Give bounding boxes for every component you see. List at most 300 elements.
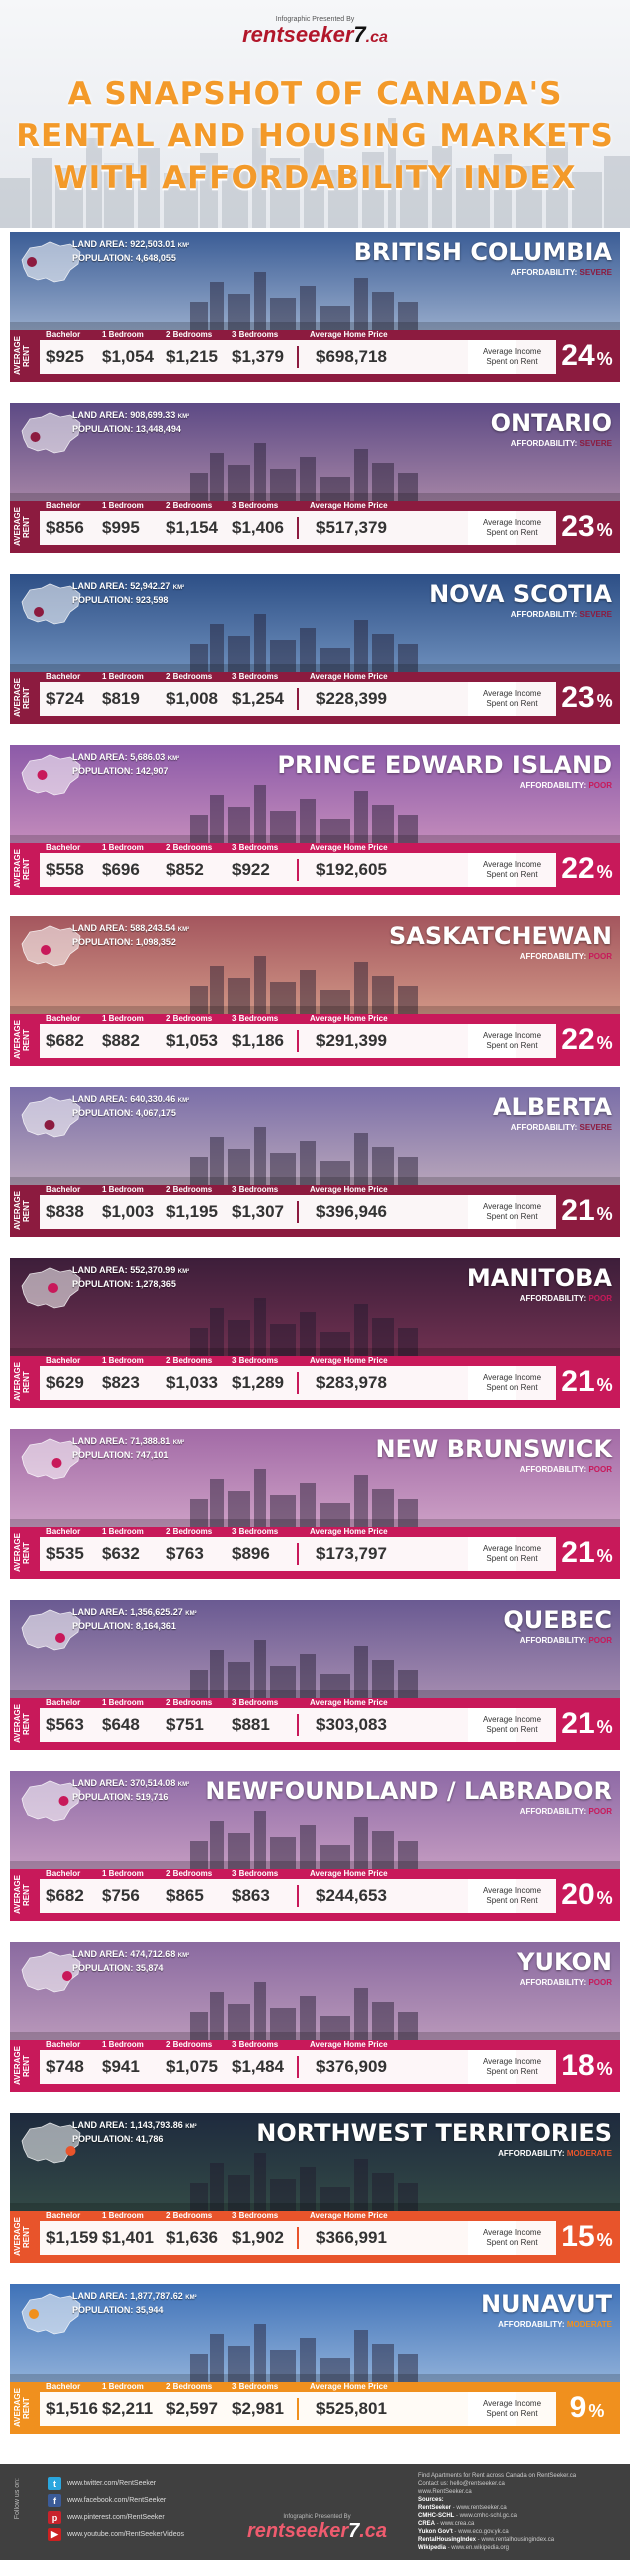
- three-bedroom-price: $1,484: [232, 2057, 284, 2076]
- income-spent-label: Average Income Spent on Rent: [468, 511, 556, 545]
- two-bedroom-price: $1,215: [166, 347, 218, 366]
- bachelor-header: Bachelor: [46, 672, 81, 681]
- home-price-header: Average Home Price: [310, 2211, 388, 2220]
- footer-presented-by-text: Infographic Presented By: [283, 2514, 351, 2520]
- three-bedroom-header: 3 Bedrooms: [232, 2040, 279, 2049]
- home-price-header: Average Home Price: [310, 1014, 388, 1023]
- home-price-header: Average Home Price: [310, 1869, 388, 1878]
- home-price-value: $525,801: [316, 2399, 387, 2418]
- province-stats: [72, 751, 179, 777]
- income-spent-label: Average Income Spent on Rent: [468, 2221, 556, 2255]
- land-area-line: LAND AREA: 1,143,793.86 KM²: [72, 2120, 197, 2130]
- source-item[interactable]: RentSeeker - www.rentseeker.ca: [418, 2505, 507, 2511]
- income-percent: 24 %: [561, 339, 613, 372]
- average-rent-label: AVERAGE RENT: [13, 1362, 31, 1402]
- income-spent-label: Average Income Spent on Rent: [468, 1195, 556, 1229]
- home-price-value: $303,083: [316, 1715, 387, 1734]
- three-bedroom-price: $1,186: [232, 1031, 284, 1050]
- twitter-icon: t: [48, 2477, 61, 2490]
- province-panel: [10, 574, 620, 724]
- three-bedroom-price: $1,902: [232, 2228, 284, 2247]
- bachelor-header: Bachelor: [46, 330, 81, 339]
- price-values: [40, 1537, 516, 1571]
- income-percent: 9 %: [569, 2391, 605, 2424]
- three-bedroom-price: $863: [232, 1886, 270, 1905]
- population-value: 4,067,175: [135, 1108, 176, 1118]
- bachelor-price: $535: [46, 1544, 84, 1563]
- home-price-value: $291,399: [316, 1031, 387, 1050]
- average-rent-label: AVERAGE RENT: [13, 336, 31, 376]
- three-bedroom-header: 3 Bedrooms: [232, 330, 279, 339]
- price-values: [40, 682, 516, 716]
- income-percent: 18 %: [561, 2049, 613, 2082]
- province-stats: [72, 1606, 197, 1632]
- province-panel: [10, 916, 620, 1066]
- bachelor-header: Bachelor: [46, 2211, 81, 2220]
- divider: [297, 859, 299, 881]
- three-bedroom-price: $2,981: [232, 2399, 284, 2418]
- population-value: 13,448,494: [135, 424, 181, 434]
- average-rent-bar: [10, 501, 620, 553]
- divider: [297, 2227, 299, 2249]
- one-bedroom-price: $823: [102, 1373, 140, 1392]
- population-value: 41,786: [135, 2134, 164, 2144]
- population-value: 519,716: [135, 1792, 169, 1802]
- affordability-line: AFFORDABILITY: SEVERE: [510, 610, 612, 619]
- bachelor-header: Bachelor: [46, 1869, 81, 1878]
- province-panel: [10, 1942, 620, 2092]
- price-headers: [40, 1185, 516, 1195]
- source-item[interactable]: Wikipedia - www.en.wikipedia.org: [418, 2545, 509, 2551]
- bachelor-header: Bachelor: [46, 2040, 81, 2049]
- source-item[interactable]: Yukon Gov't - www.eco.gov.yk.ca: [418, 2529, 509, 2535]
- land-area-line: LAND AREA: 908,699.33 KM²: [72, 410, 190, 420]
- bachelor-price: $1,159: [46, 2228, 98, 2247]
- province-panel: [10, 1429, 620, 1579]
- affordability-level: MODERATE: [566, 2149, 612, 2158]
- affordability-line: AFFORDABILITY: POOR: [519, 952, 612, 961]
- province-stats: [72, 1777, 189, 1803]
- price-headers: [40, 2040, 516, 2050]
- average-rent-bar: [10, 330, 620, 382]
- bachelor-header: Bachelor: [46, 1698, 81, 1707]
- income-percent: 21 %: [561, 1707, 613, 1740]
- income-percent: 20 %: [561, 1878, 613, 1911]
- land-area-value: 71,388.81: [130, 1436, 171, 1446]
- price-values: [40, 853, 516, 887]
- land-area-line: LAND AREA: 52,942.27 KM²: [72, 581, 185, 591]
- divider: [297, 1030, 299, 1052]
- divider: [297, 2398, 299, 2420]
- population-value: 1,278,365: [135, 1279, 176, 1289]
- average-rent-bar: [10, 2382, 620, 2434]
- province-panel: [10, 1258, 620, 1408]
- income-percent-value: 21: [561, 1707, 595, 1740]
- two-bedroom-price: $1,636: [166, 2228, 218, 2247]
- income-percent-value: 18: [561, 2049, 595, 2082]
- home-price-value: $283,978: [316, 1373, 387, 1392]
- two-bedroom-price: $1,008: [166, 689, 218, 708]
- three-bedroom-header: 3 Bedrooms: [232, 1869, 279, 1878]
- source-item[interactable]: CMHC-SCHL - www.cmhc-schl.gc.ca: [418, 2513, 518, 2519]
- average-rent-bar: [10, 843, 620, 895]
- average-rent-bar: [10, 1527, 620, 1579]
- home-price-header: Average Home Price: [310, 1356, 388, 1365]
- bachelor-price: $724: [46, 689, 84, 708]
- affordability-line: AFFORDABILITY: POOR: [519, 1807, 612, 1816]
- income-spent-label: Average Income Spent on Rent: [468, 1708, 556, 1742]
- three-bedroom-header: 3 Bedrooms: [232, 2211, 279, 2220]
- province-stats: [72, 409, 189, 435]
- facebook-icon: f: [48, 2494, 61, 2507]
- home-price-value: $396,946: [316, 1202, 387, 1221]
- bachelor-price: $682: [46, 1031, 84, 1050]
- average-rent-label: AVERAGE RENT: [13, 1020, 31, 1060]
- bachelor-price: $1,516: [46, 2399, 98, 2418]
- footer-info: [418, 2472, 624, 2552]
- affordability-line: AFFORDABILITY: POOR: [519, 1978, 612, 1987]
- price-values: [40, 2221, 516, 2255]
- population-line: POPULATION: 35,874: [72, 1963, 164, 1973]
- footer-contact-text[interactable]: Contact us: hello@rentseeker.ca: [418, 2481, 505, 2487]
- sources-title: Sources:: [418, 2497, 444, 2503]
- land-area-line: LAND AREA: 1,356,625.27 KM²: [72, 1607, 197, 1617]
- one-bedroom-header: 1 Bedroom: [102, 2040, 144, 2049]
- province-name: SASKATCHEWAN: [389, 922, 612, 950]
- one-bedroom-header: 1 Bedroom: [102, 843, 144, 852]
- price-values: [40, 2050, 516, 2084]
- population-value: 142,907: [135, 766, 169, 776]
- average-rent-label: AVERAGE RENT: [13, 2046, 31, 2086]
- header: [0, 0, 630, 228]
- price-values: [40, 1879, 516, 1913]
- land-area-value: 474,712.68: [130, 1949, 176, 1959]
- land-area-line: LAND AREA: 640,330.46 KM²: [72, 1094, 190, 1104]
- province-stats: [72, 1264, 189, 1290]
- home-price-value: $244,653: [316, 1886, 387, 1905]
- province-stats: [72, 1093, 189, 1119]
- three-bedroom-price: $1,254: [232, 689, 284, 708]
- one-bedroom-header: 1 Bedroom: [102, 1014, 144, 1023]
- bachelor-header: Bachelor: [46, 1014, 81, 1023]
- affordability-line: AFFORDABILITY: SEVERE: [510, 1123, 612, 1132]
- province-stats: [72, 1435, 184, 1461]
- one-bedroom-header: 1 Bedroom: [102, 2211, 144, 2220]
- population-line: POPULATION: 35,944: [72, 2305, 164, 2315]
- province-name: PRINCE EDWARD ISLAND: [277, 751, 612, 779]
- income-percent-value: 23: [561, 681, 595, 714]
- province-panel: [10, 232, 620, 382]
- two-bedroom-price: $763: [166, 1544, 204, 1563]
- social-link-twitter[interactable]: [48, 2476, 184, 2491]
- three-bedroom-price: $1,289: [232, 1373, 284, 1392]
- one-bedroom-header: 1 Bedroom: [102, 330, 144, 339]
- land-area-value: 5,686.03: [130, 752, 166, 762]
- divider: [297, 1201, 299, 1223]
- income-percent-value: 21: [561, 1365, 595, 1398]
- income-percent: 23 %: [561, 510, 613, 543]
- one-bedroom-header: 1 Bedroom: [102, 501, 144, 510]
- province-name: ONTARIO: [490, 409, 612, 437]
- province-stats: [72, 580, 184, 606]
- social-link-facebook[interactable]: [48, 2493, 184, 2508]
- three-bedroom-price: $1,307: [232, 1202, 284, 1221]
- bachelor-price: $925: [46, 347, 84, 366]
- average-rent-bar: [10, 1698, 620, 1750]
- page-title-line-3: WITH AFFORDABILITY INDEX: [53, 160, 577, 196]
- footer-logo-main-text: rentseeker: [246, 2520, 349, 2542]
- province-name: BRITISH COLUMBIA: [353, 238, 612, 266]
- average-rent-label: AVERAGE RENT: [13, 849, 31, 889]
- two-bedroom-price: $1,195: [166, 1202, 218, 1221]
- population-line: POPULATION: 41,786: [72, 2134, 164, 2144]
- province-name: NEWFOUNDLAND / LABRADOR: [205, 1777, 612, 1805]
- divider: [297, 517, 299, 539]
- average-rent-label: AVERAGE RENT: [13, 2388, 31, 2428]
- income-percent-value: 22: [561, 852, 595, 885]
- affordability-line: AFFORDABILITY: POOR: [519, 1294, 612, 1303]
- affordability-line: AFFORDABILITY: POOR: [519, 1465, 612, 1474]
- footer: [0, 2464, 630, 2560]
- footer-rentseeker-logo[interactable]: [232, 2520, 402, 2543]
- income-spent-label: Average Income Spent on Rent: [468, 1537, 556, 1571]
- price-headers: [40, 1527, 516, 1537]
- bachelor-header: Bachelor: [46, 1527, 81, 1536]
- bachelor-header: Bachelor: [46, 501, 81, 510]
- income-spent-label: Average Income Spent on Rent: [468, 340, 556, 374]
- land-area-line: LAND AREA: 588,243.54 KM²: [72, 923, 190, 933]
- price-headers: [40, 330, 516, 340]
- affordability-line: AFFORDABILITY: POOR: [519, 1636, 612, 1645]
- two-bedroom-price: $2,597: [166, 2399, 218, 2418]
- price-headers: [40, 843, 516, 853]
- average-rent-bar: [10, 1356, 620, 1408]
- one-bedroom-price: $648: [102, 1715, 140, 1734]
- logo-main-text: rentseeker: [242, 22, 354, 47]
- income-percent-value: 22: [561, 1023, 595, 1056]
- two-bedroom-header: 2 Bedrooms: [166, 330, 213, 339]
- divider: [297, 1714, 299, 1736]
- social-link-text: www.youtube.com/RentSeekerVideos: [67, 2531, 184, 2538]
- province-name: YUKON: [517, 1948, 612, 1976]
- two-bedroom-header: 2 Bedrooms: [166, 2040, 213, 2049]
- income-spent-label: Average Income Spent on Rent: [468, 1024, 556, 1058]
- province-name: NORTHWEST TERRITORIES: [256, 2119, 612, 2147]
- average-rent-bar: [10, 1185, 620, 1237]
- income-spent-label: Average Income Spent on Rent: [468, 2392, 556, 2426]
- source-item[interactable]: RentalHousingIndex - www.rentalhousingindex.ca: [418, 2537, 555, 2543]
- average-rent-bar: [10, 672, 620, 724]
- affordability-line: AFFORDABILITY: SEVERE: [510, 439, 612, 448]
- land-area-line: LAND AREA: 922,503.01 KM²: [72, 239, 190, 249]
- price-headers: [40, 1356, 516, 1366]
- three-bedroom-header: 3 Bedrooms: [232, 501, 279, 510]
- population-line: POPULATION: 747,101: [72, 1450, 169, 1460]
- home-price-header: Average Home Price: [310, 672, 388, 681]
- price-values: [40, 511, 516, 545]
- population-value: 1,098,352: [135, 937, 176, 947]
- price-values: [40, 340, 516, 374]
- province-name: MANITOBA: [466, 1264, 612, 1292]
- two-bedroom-price: $751: [166, 1715, 204, 1734]
- population-line: POPULATION: 8,164,361: [72, 1621, 176, 1631]
- income-spent-label: Average Income Spent on Rent: [468, 1879, 556, 1913]
- three-bedroom-price: $1,406: [232, 518, 284, 537]
- affordability-level: SEVERE: [579, 610, 612, 619]
- three-bedroom-header: 3 Bedrooms: [232, 2382, 279, 2391]
- affordability-line: AFFORDABILITY: POOR: [519, 781, 612, 790]
- average-rent-label: AVERAGE RENT: [13, 507, 31, 547]
- land-area-line: LAND AREA: 5,686.03 KM²: [72, 752, 180, 762]
- population-value: 747,101: [135, 1450, 169, 1460]
- two-bedroom-header: 2 Bedrooms: [166, 1356, 213, 1365]
- three-bedroom-header: 3 Bedrooms: [232, 843, 279, 852]
- price-headers: [40, 1869, 516, 1879]
- average-rent-label: AVERAGE RENT: [13, 2217, 31, 2257]
- population-line: POPULATION: 142,907: [72, 766, 169, 776]
- bachelor-price: $563: [46, 1715, 84, 1734]
- two-bedroom-header: 2 Bedrooms: [166, 843, 213, 852]
- land-area-value: 1,356,625.27: [130, 1607, 183, 1617]
- three-bedroom-price: $922: [232, 860, 270, 879]
- one-bedroom-price: $941: [102, 2057, 140, 2076]
- home-price-header: Average Home Price: [310, 501, 388, 510]
- province-panel: [10, 2113, 620, 2263]
- land-area-value: 370,514.08: [130, 1778, 176, 1788]
- affordability-line: AFFORDABILITY: MODERATE: [498, 2149, 612, 2158]
- social-link-pinterest[interactable]: [48, 2510, 184, 2525]
- province-panel: [10, 1600, 620, 1750]
- income-spent-label: Average Income Spent on Rent: [468, 682, 556, 716]
- home-price-value: $192,605: [316, 860, 387, 879]
- three-bedroom-header: 3 Bedrooms: [232, 672, 279, 681]
- divider: [297, 2056, 299, 2078]
- average-rent-bar: [10, 2040, 620, 2092]
- income-percent: 23 %: [561, 681, 613, 714]
- two-bedroom-header: 2 Bedrooms: [166, 501, 213, 510]
- province-panel: [10, 403, 620, 553]
- land-area-line: LAND AREA: 552,370.99 KM²: [72, 1265, 190, 1275]
- one-bedroom-price: $2,211: [102, 2399, 154, 2418]
- home-price-header: Average Home Price: [310, 2382, 388, 2391]
- two-bedroom-header: 2 Bedrooms: [166, 1527, 213, 1536]
- one-bedroom-header: 1 Bedroom: [102, 1185, 144, 1194]
- income-spent-label: Average Income Spent on Rent: [468, 2050, 556, 2084]
- province-name: QUEBEC: [503, 1606, 612, 1634]
- province-panel: [10, 2284, 620, 2434]
- footer-site-link[interactable]: www.RentSeeker.ca: [418, 2489, 472, 2495]
- home-price-value: $517,379: [316, 518, 387, 537]
- population-line: POPULATION: 13,448,494: [72, 424, 181, 434]
- affordability-level: POOR: [588, 1636, 612, 1645]
- income-percent: 22 %: [561, 852, 613, 885]
- average-rent-label: AVERAGE RENT: [13, 1533, 31, 1573]
- population-line: POPULATION: 1,278,365: [72, 1279, 176, 1289]
- home-price-value: $698,718: [316, 347, 387, 366]
- land-area-line: LAND AREA: 1,877,787.62 KM²: [72, 2291, 197, 2301]
- one-bedroom-price: $1,401: [102, 2228, 154, 2247]
- footer-logo-seven-text: 7: [348, 2520, 360, 2542]
- footer-intro-text: Find Apartments for Rent across Canada on RentSeeker.ca: [418, 2473, 577, 2479]
- divider: [297, 1372, 299, 1394]
- average-rent-bar: [10, 1014, 620, 1066]
- income-percent: 21 %: [561, 1194, 613, 1227]
- bachelor-header: Bachelor: [46, 2382, 81, 2391]
- land-area-line: LAND AREA: 370,514.08 KM²: [72, 1778, 190, 1788]
- income-percent-value: 21: [561, 1536, 595, 1569]
- income-percent: 21 %: [561, 1536, 613, 1569]
- rentseeker-logo[interactable]: [0, 22, 630, 48]
- three-bedroom-header: 3 Bedrooms: [232, 1698, 279, 1707]
- bachelor-price: $856: [46, 518, 84, 537]
- land-area-value: 1,877,787.62: [130, 2291, 183, 2301]
- home-price-value: $173,797: [316, 1544, 387, 1563]
- pinterest-icon: p: [48, 2511, 61, 2524]
- price-headers: [40, 2382, 516, 2392]
- affordability-level: MODERATE: [566, 2320, 612, 2329]
- land-area-value: 922,503.01: [130, 239, 176, 249]
- two-bedroom-price: $1,154: [166, 518, 218, 537]
- price-values: [40, 2392, 516, 2426]
- population-line: POPULATION: 923,598: [72, 595, 169, 605]
- one-bedroom-header: 1 Bedroom: [102, 1527, 144, 1536]
- social-link-youtube[interactable]: [48, 2527, 184, 2542]
- affordability-level: POOR: [588, 1978, 612, 1987]
- one-bedroom-header: 1 Bedroom: [102, 1356, 144, 1365]
- income-percent-value: 15: [561, 2220, 595, 2253]
- average-rent-label: AVERAGE RENT: [13, 1191, 31, 1231]
- bachelor-price: $629: [46, 1373, 84, 1392]
- income-percent-value: 23: [561, 510, 595, 543]
- bachelor-header: Bachelor: [46, 1356, 81, 1365]
- affordability-level: POOR: [588, 1465, 612, 1474]
- price-headers: [40, 2211, 516, 2221]
- population-line: POPULATION: 1,098,352: [72, 937, 176, 947]
- average-rent-label: AVERAGE RENT: [13, 1875, 31, 1915]
- affordability-level: SEVERE: [579, 439, 612, 448]
- affordability-level: POOR: [588, 781, 612, 790]
- divider: [297, 1885, 299, 1907]
- home-price-value: $376,909: [316, 2057, 387, 2076]
- province-name: ALBERTA: [492, 1093, 612, 1121]
- home-price-header: Average Home Price: [310, 1698, 388, 1707]
- province-name: NUNAVUT: [480, 2290, 612, 2318]
- province-stats: [72, 922, 189, 948]
- home-price-value: $228,399: [316, 689, 387, 708]
- affordability-level: POOR: [588, 1294, 612, 1303]
- province-stats: [72, 2119, 197, 2145]
- price-headers: [40, 672, 516, 682]
- home-price-value: $366,991: [316, 2228, 387, 2247]
- price-values: [40, 1024, 516, 1058]
- social-link-text: www.pinterest.com/RentSeeker: [67, 2514, 165, 2521]
- income-percent-value: 20: [561, 1878, 595, 1911]
- two-bedroom-price: $852: [166, 860, 204, 879]
- price-headers: [40, 1698, 516, 1708]
- logo-seven-text: 7: [353, 22, 366, 47]
- affordability-level: POOR: [588, 1807, 612, 1816]
- source-item[interactable]: CREA - www.crea.ca: [418, 2521, 475, 2527]
- income-percent-value: 24: [561, 339, 595, 372]
- province-panel: [10, 745, 620, 895]
- province-panel: [10, 1087, 620, 1237]
- social-links: [48, 2476, 184, 2544]
- two-bedroom-header: 2 Bedrooms: [166, 672, 213, 681]
- two-bedroom-price: $1,033: [166, 1373, 218, 1392]
- average-rent-bar: [10, 1869, 620, 1921]
- three-bedroom-header: 3 Bedrooms: [232, 1185, 279, 1194]
- population-value: 8,164,361: [135, 1621, 176, 1631]
